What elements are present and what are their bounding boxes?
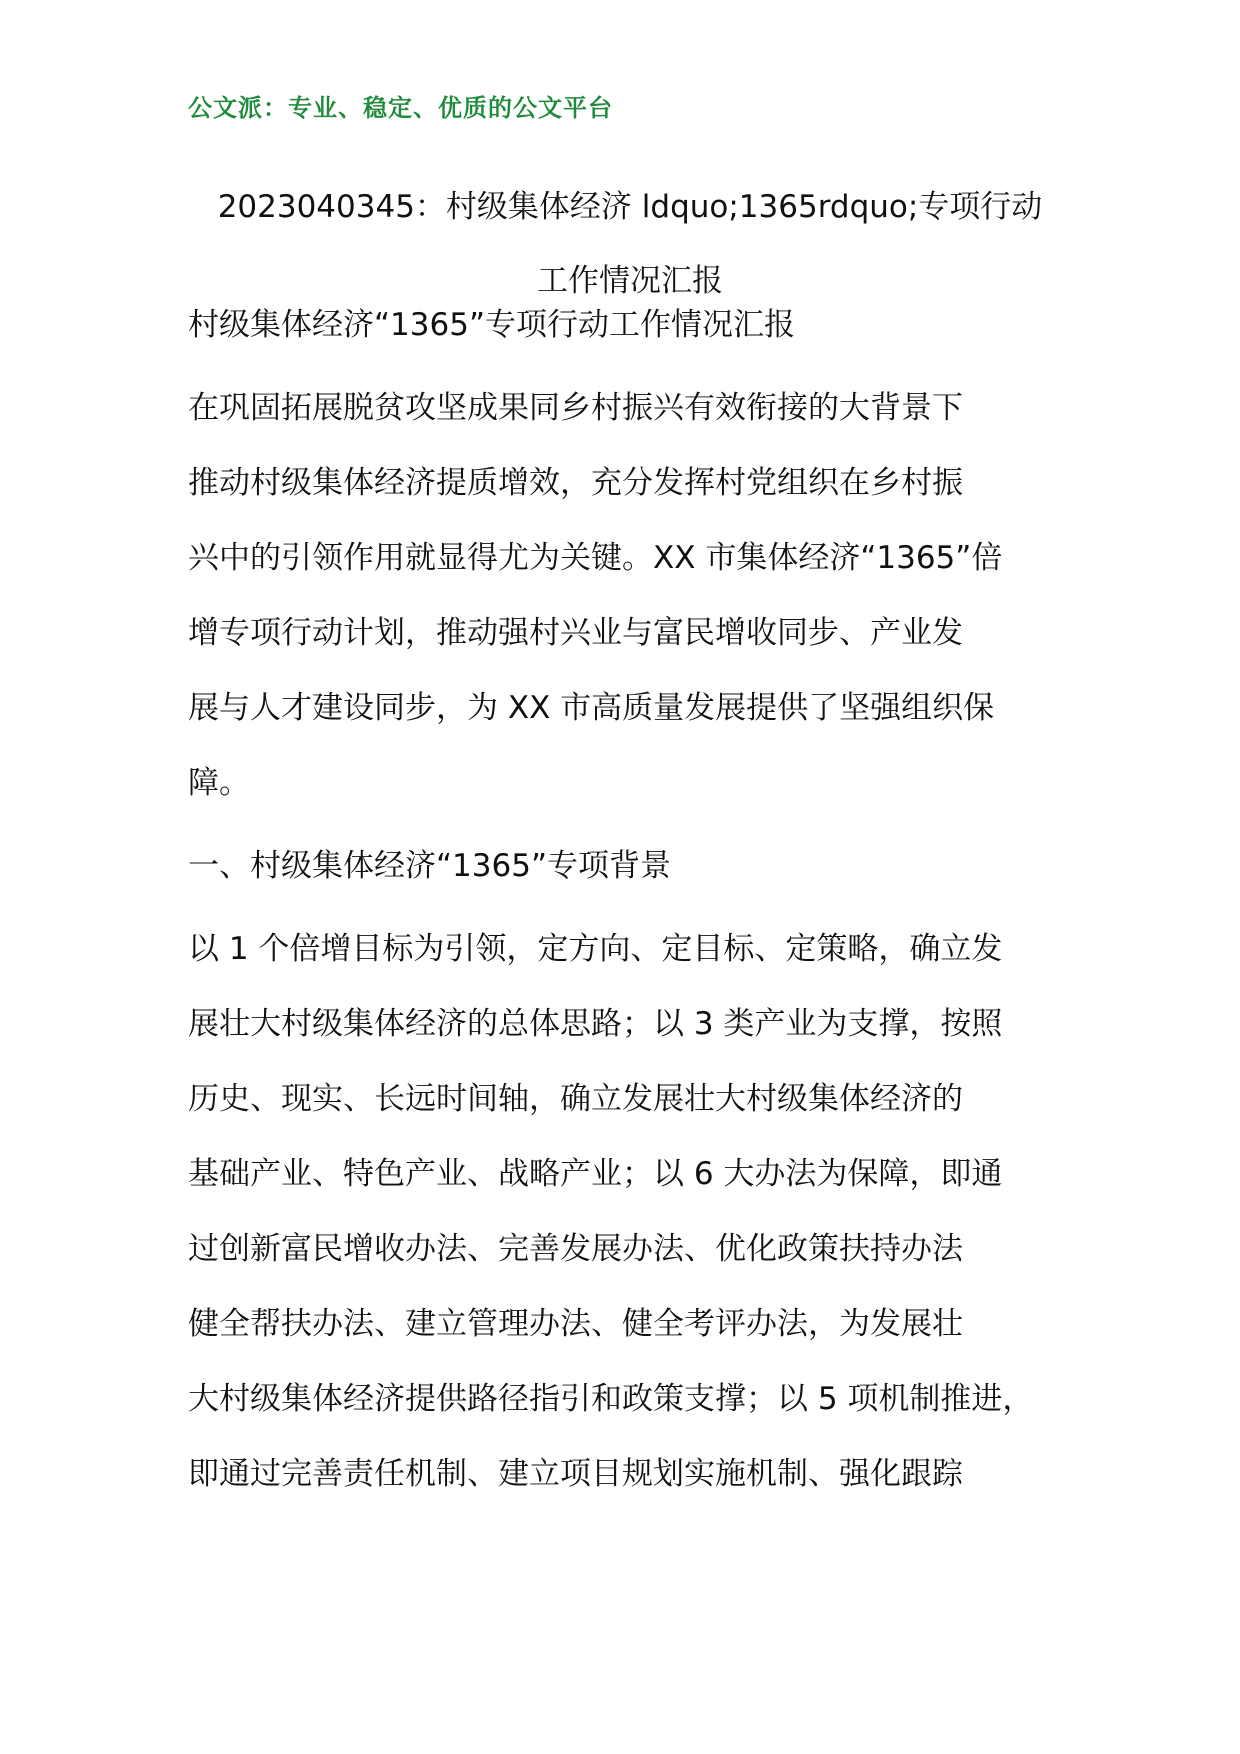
section-line: 基础产业、特色产业、战略产业；以 6 大办法为保障，即通 (188, 1156, 1003, 1192)
section-line: 过创新富民增收办法、完善发展办法、优化政策扶持办法 (188, 1231, 963, 1267)
intro-line: 在巩固拓展脱贫攻坚成果同乡村振兴有效衔接的大背景下 (188, 390, 963, 426)
section-line: 以 1 个倍增目标为引领，定方向、定目标、定策略，确立发 (188, 931, 1003, 967)
intro-line: 推动村级集体经济提质增效，充分发挥村党组织在乡村振 (188, 465, 963, 501)
section-line: 大村级集体经济提供路径指引和政策支撑；以 5 项机制推进， (188, 1381, 1034, 1417)
subtitle: 村级集体经济“1365”专项行动工作情况汇报 (188, 307, 796, 343)
section-heading: 一、村级集体经济“1365”专项背景 (188, 848, 672, 884)
intro-line: 障。 (188, 765, 250, 801)
intro-line: 兴中的引领作用就显得尤为关键。XX 市集体经济“1365”倍 (188, 540, 1003, 576)
header-brand: 公文派：专业、稳定、优质的公文平台 (188, 94, 613, 122)
title-line-1: 2023040345：村级集体经济 ldquo;1365rdquo;专项行动 (217, 189, 1043, 225)
section-line: 健全帮扶办法、建立管理办法、健全考评办法，为发展壮 (188, 1306, 963, 1342)
intro-line: 增专项行动计划，推动强村兴业与富民增收同步、产业发 (188, 615, 963, 651)
intro-line: 展与人才建设同步，为 XX 市高质量发展提供了坚强组织保 (188, 690, 995, 726)
body-content (188, 288, 1088, 1512)
section-line: 即通过完善责任机制、建立项目规划实施机制、强化跟踪 (188, 1456, 963, 1492)
section-line: 历史、现实、长远时间轴，确立发展壮大村级集体经济的 (188, 1081, 963, 1117)
section-line: 展壮大村级集体经济的总体思路；以 3 类产业为支撑，按照 (188, 1006, 1003, 1042)
title-line-2: 工作情况汇报 (537, 263, 723, 299)
